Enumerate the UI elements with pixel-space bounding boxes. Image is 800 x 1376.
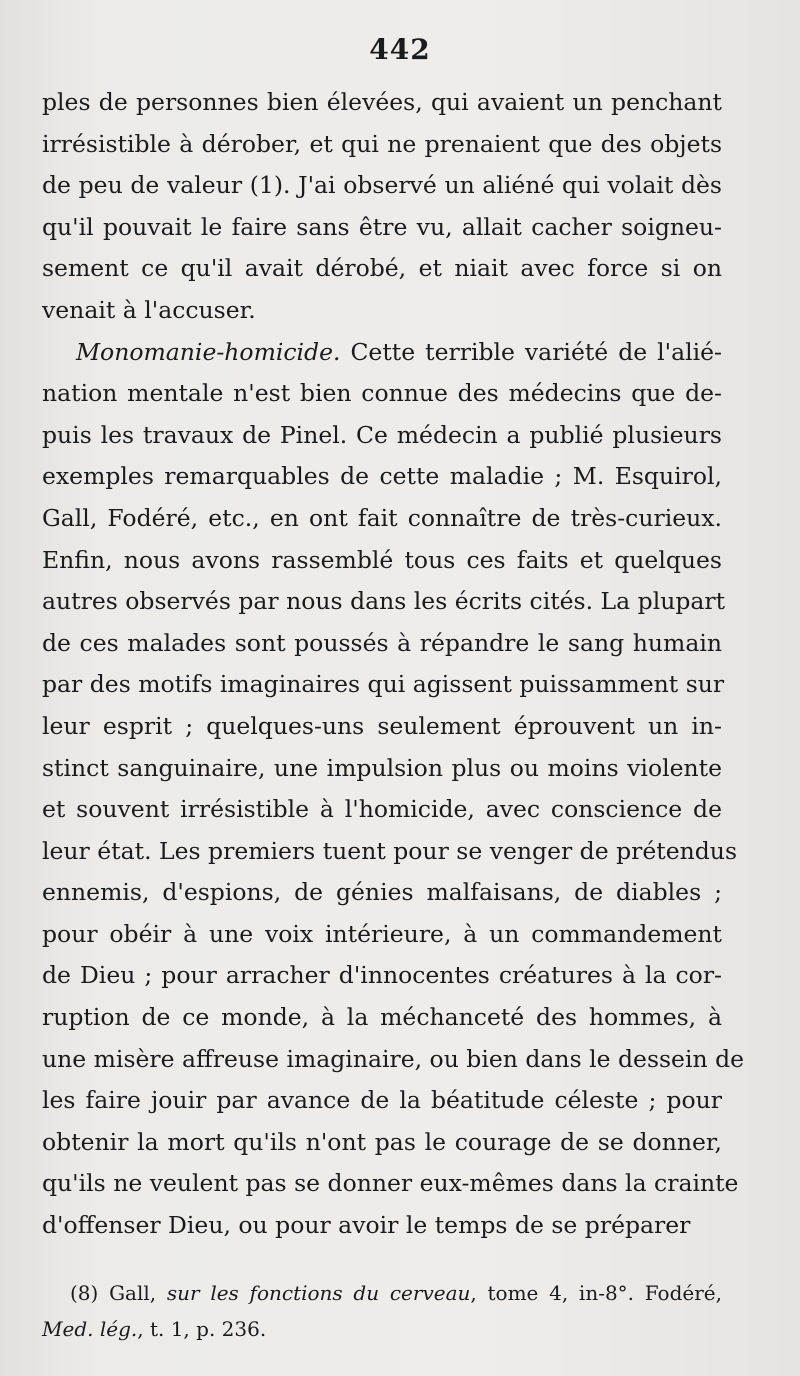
text-line: pour obéir à une voix intérieure, à un commandement <box>42 919 722 948</box>
text-line: leur état. Les premiers tuent pour se venger de prétendus <box>42 836 738 865</box>
text-line: Gall, Fodéré, etc., en ont fait connaître de très-curieux. <box>42 503 722 532</box>
text-line: irrésistible à dérober, et qui ne prenaient que des objets <box>42 129 722 158</box>
text-line: ruption de ce monde, à la méchanceté des hommes, à <box>42 1003 722 1032</box>
text-line: par des motifs imaginaires qui agissent puissamment sur <box>42 670 725 699</box>
text-line: qu'ils ne veulent pas se donner eux-mêmes dans la crainte <box>42 1169 739 1198</box>
text-line: qu'il pouvait le faire sans être vu, allait cacher soigneu- <box>42 212 722 241</box>
text-line: de peu de valeur (1). J'ai observé un aliéné qui volait dès <box>42 171 722 200</box>
text-line: nation mentale n'est bien connue des médecins que de- <box>42 379 722 408</box>
text-line: Enfin, nous avons rassemblé tous ces faits et quelques <box>42 545 722 574</box>
text-line: sement ce qu'il avait dérobé, et niait avec force si on <box>42 254 722 283</box>
text-line: venait à l'accuser. <box>42 295 256 324</box>
text-line: de Dieu ; pour arracher d'innocentes créatures à la cor- <box>42 961 722 990</box>
footnote-line <box>42 1311 722 1347</box>
paragraph-first-line <box>42 332 722 374</box>
text-line: et souvent irrésistible à l'homicide, avec conscience de <box>42 795 722 824</box>
text-line: ples de personnes bien élevées, qui avaient un penchant <box>42 88 722 116</box>
text-line: une misère affreuse imaginaire, ou bien dans le dessein de <box>42 1044 745 1073</box>
text-line: obtenir la mort qu'ils n'ont pas le courage de se donner, <box>42 1127 722 1156</box>
footnote-reference: Med. lég. <box>42 1317 138 1341</box>
text-span: Cette terrible variété de l'alié- <box>340 337 722 366</box>
body-text <box>42 82 745 1247</box>
footnote <box>42 1275 722 1347</box>
text-line: autres observés par nous dans les écrits cités. La plupart <box>42 587 726 616</box>
text-line: de ces malades sont poussés à répandre le sang humain <box>42 628 722 657</box>
footnote-text: , tome 4, in-8°. Fodéré, <box>470 1281 722 1305</box>
text-line: d'offenser Dieu, ou pour avoir le temps de se préparer <box>42 1211 691 1240</box>
footnote-marker: (8) <box>70 1281 99 1305</box>
text-line: les faire jouir par avance de la béatitude céleste ; pour <box>42 1086 722 1115</box>
text-line: stinct sanguinaire, une impulsion plus ou moins violente <box>42 753 722 782</box>
text-line: leur esprit ; quelques-uns seulement éprouvent un in- <box>42 711 722 740</box>
footnote-text: , t. 1, p. 236. <box>137 1317 267 1341</box>
footnote-line <box>42 1275 722 1311</box>
text-line: exemples remarquables de cette maladie ; M. Esquirol, <box>42 462 722 491</box>
footnote-title: sur les fonctions du cerveau <box>166 1281 471 1305</box>
page-number: 442 <box>369 33 431 66</box>
text-line: ennemis, d'espions, de génies malfaisans, de diables ; <box>42 878 722 907</box>
text-line: puis les travaux de Pinel. Ce médecin a publié plusieurs <box>42 420 722 449</box>
section-heading: Monomanie-homicide. <box>76 337 341 366</box>
footnote-author: Gall, <box>98 1281 167 1305</box>
